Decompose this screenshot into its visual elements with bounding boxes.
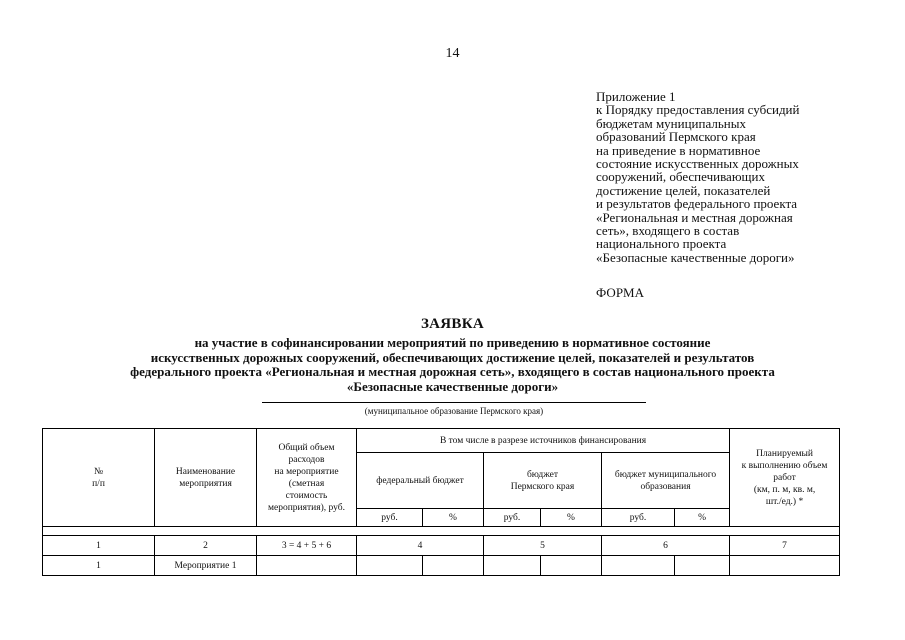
form-label: ФОРМА [596, 285, 644, 300]
row-planned-cell[interactable] [730, 556, 840, 576]
column-number: 3 = 4 + 5 + 6 [257, 536, 357, 556]
header-planned-line: (км, п. м, кв. м, [753, 484, 816, 495]
header-regional-line: Пермского края [510, 481, 575, 492]
subtitle-line: федерального проекта «Региональная и местная дорожная сеть», входящего в состав национального проекта [130, 364, 775, 379]
header-total-line: Общий объем [278, 442, 335, 453]
unit-percent: % [423, 509, 484, 527]
municipality-caption: (муниципальное образование Пермского края) [364, 406, 544, 416]
appendix-line: «Безопасные качественные дороги» [596, 249, 795, 265]
unit-percent: % [675, 509, 730, 527]
appendix-line: достижение целей, показателей [596, 182, 771, 198]
header-num-line: п/п [92, 478, 105, 489]
appendix-line: бюджетам муниципальных [596, 115, 746, 131]
header-total-line: стоимость [285, 490, 328, 501]
unit-rub: руб. [484, 509, 541, 527]
subtitle-line: на участие в софинансировании мероприятий по приведению в нормативное состояние [194, 335, 711, 350]
header-num [43, 429, 155, 527]
header-planned-line: работ [773, 472, 796, 483]
header-regional-line: бюджет [526, 469, 559, 480]
appendix-line: образований Пермского края [596, 129, 756, 145]
header-federal: федеральный бюджет [357, 453, 484, 509]
header-num-line: № [93, 466, 104, 477]
unit-rub: руб. [602, 509, 675, 527]
document-subtitle [60, 336, 845, 394]
appendix-line: к Порядку предоставления субсидий [596, 102, 800, 118]
header-planned-line: к выполнению объем [741, 460, 828, 471]
header-planned [730, 429, 840, 527]
appendix-line: и результатов федерального проекта [596, 196, 798, 212]
unit-percent: % [541, 509, 602, 527]
row-federal-percent-cell[interactable] [423, 556, 484, 576]
header-sources-group: В том числе в разрезе источников финансирования [357, 429, 730, 453]
column-number: 7 [730, 536, 840, 556]
header-total [257, 429, 357, 527]
header-name-line: мероприятия [179, 478, 232, 489]
row-num: 1 [43, 556, 155, 576]
header-municipal-line: бюджет муниципального [614, 469, 717, 480]
subtitle-line: искусственных дорожных сооружений, обеспечивающих достижение целей, показателей и результатов [150, 349, 755, 365]
row-total-cell[interactable] [257, 556, 357, 576]
header-name-line: Наименование [175, 466, 236, 477]
header-total-line: (сметная [288, 478, 325, 489]
header-name [155, 429, 257, 527]
appendix-line: состояние искусственных дорожных [596, 156, 799, 172]
header-planned-line: шт./ед.) * [765, 496, 804, 507]
row-regional-rub-cell[interactable] [484, 556, 541, 576]
appendix-line: сеть», входящего в состав [596, 223, 740, 239]
header-regional [484, 453, 602, 509]
municipality-fill-line[interactable] [262, 402, 646, 403]
document-title: ЗАЯВКА [420, 316, 485, 332]
row-name: Мероприятие 1 [155, 556, 257, 576]
header-planned-line: Планируемый [756, 448, 814, 459]
column-number: 1 [43, 536, 155, 556]
row-regional-percent-cell[interactable] [541, 556, 602, 576]
header-municipal-line: образования [640, 481, 691, 492]
header-gap [43, 527, 840, 536]
column-number: 4 [357, 536, 484, 556]
appendix-line: «Региональная и местная дорожная [596, 209, 793, 225]
unit-rub: руб. [357, 509, 423, 527]
subtitle-line: «Безопасные качественные дороги» [346, 378, 559, 394]
appendix-note [596, 90, 896, 264]
column-number: 2 [155, 536, 257, 556]
header-municipal [602, 453, 730, 509]
header-total-line: расходов [288, 454, 325, 465]
column-number: 5 [484, 536, 602, 556]
header-total-line: мероприятия), руб. [268, 502, 345, 513]
application-table [42, 428, 840, 576]
header-total-line: на мероприятие [274, 466, 339, 477]
appendix-line: на приведение в нормативное [596, 142, 761, 158]
row-federal-rub-cell[interactable] [357, 556, 423, 576]
appendix-line: сооружений, обеспечивающих [596, 169, 765, 185]
row-municipal-percent-cell[interactable] [675, 556, 730, 576]
row-municipal-rub-cell[interactable] [602, 556, 675, 576]
appendix-line: национального проекта [596, 236, 727, 252]
page-number: 14 [445, 46, 460, 61]
appendix-line: Приложение 1 [596, 89, 676, 104]
table-row [43, 556, 840, 576]
column-number: 6 [602, 536, 730, 556]
